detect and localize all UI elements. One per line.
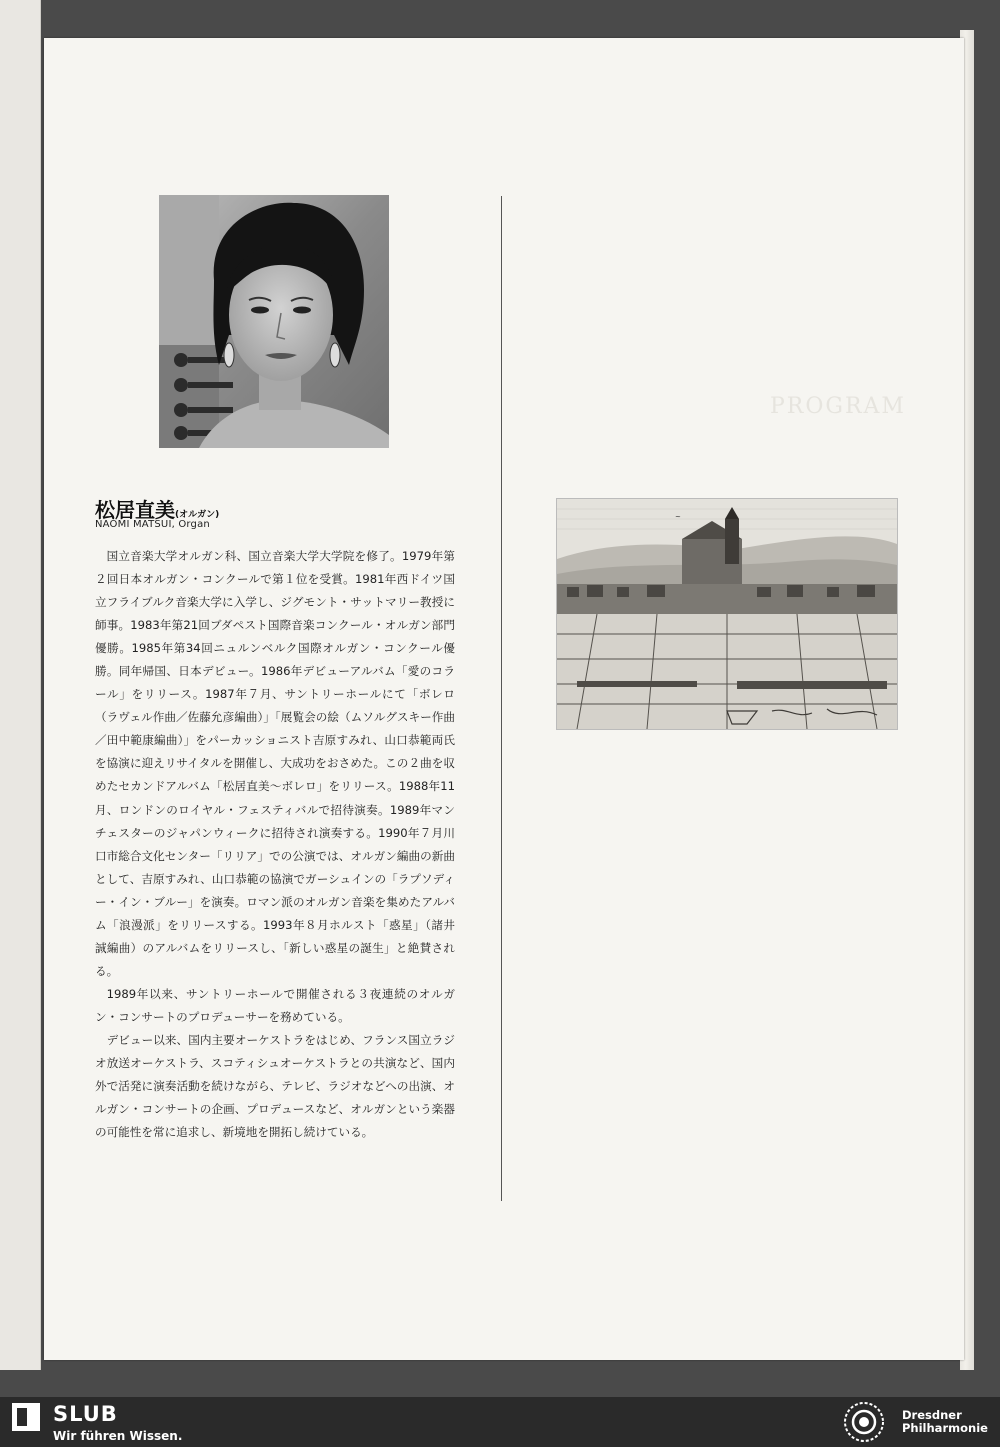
artist-instrument-japanese: (オルガン) — [175, 510, 220, 520]
footer-bar — [0, 1397, 1000, 1447]
program-page — [44, 38, 964, 1360]
svg-text:~: ~ — [675, 513, 681, 521]
artist-name-english: NAOMI MATSUI, Organ — [95, 519, 210, 530]
town-engraving — [556, 498, 898, 730]
biography-paragraph: 国立音楽大学オルガン科、国立音楽大学大学院を修了。1979年第２回日本オルガン・コンクールで第１位を受賞。1981年西ドイツ国立フライブルク音楽大学に入学し、ジグモント・サットマリー教授に師事。1983年第21回ブダペスト国際音楽コンクール・オルガン部門優勝。1985年第34回ニュルンベルク国際オルガン・コンクール優勝。同年帰国、日本デビュー。1986年デビューアルバム「愛のコラール」をリリース。1987年７月、サントリーホールにて「ボレロ（ラヴェル作曲／佐藤允彦編曲）」「展覧会の絵（ムソルグスキー作曲／田中範康編曲）」をパーカッショニスト吉原すみれ、山口恭範両氏を協演に迎えリサイタルを開催し、大成功をおさめた。この２曲を収めたセカンドアルバム「松居直美〜ボレロ」をリリース。1988年11月、ロンドンのロイヤル・フェスティバルで招待演奏。1989年マンチェスターのジャパンウィークに招待され演奏する。1990年７月川口市総合文化センター「リリア」での公演では、オルガン編曲の新曲として、吉原すみれ、山口恭範の協演でガーシュインの「ラプソディー・イン・ブルー」を演奏。ロマン派のオルガン音楽を集めたアルバム「浪漫派」をリリースする。1993年８月ホルスト「惑星」（諸井 誠編曲）のアルバムをリリースし、「新しい惑星の誕生」と絶賛される。 — [95, 549, 467, 978]
artist-portrait — [159, 195, 389, 448]
biography-paragraph: デビュー以来、国内主要オーケストラをはじめ、フランス国立ラジオ放送オーケストラ、スコティシュオーケストラとの共演など、国内外で活発に演奏活動を続けながら、テレビ、ラジオなどへの出演、オルガン・コンサートの企画、プロデュースなど、オルガンという楽器の可能性を常に追求し、新境地を開拓し続けている。 — [95, 1032, 455, 1140]
show-through-text: PROGRAM — [770, 394, 906, 419]
biography-paragraph: 1989年以来、サントリーホールで開催される３夜連続のオルガン・コンサートのプロデューサーを務めている。 — [95, 986, 455, 1024]
column-divider — [501, 196, 502, 1201]
dresdner-philharmonie-logo-icon — [843, 1401, 885, 1443]
previous-page-edge — [0, 0, 41, 1370]
slub-logo-icon — [12, 1403, 40, 1431]
library-tagline: Wir führen Wissen. — [53, 1429, 183, 1443]
artist-biography — [95, 545, 467, 1144]
artist-name: 松居直美 — [95, 498, 175, 522]
partner-name: Dresdner Philharmonie — [902, 1408, 988, 1435]
library-name: SLUB — [53, 1402, 118, 1426]
